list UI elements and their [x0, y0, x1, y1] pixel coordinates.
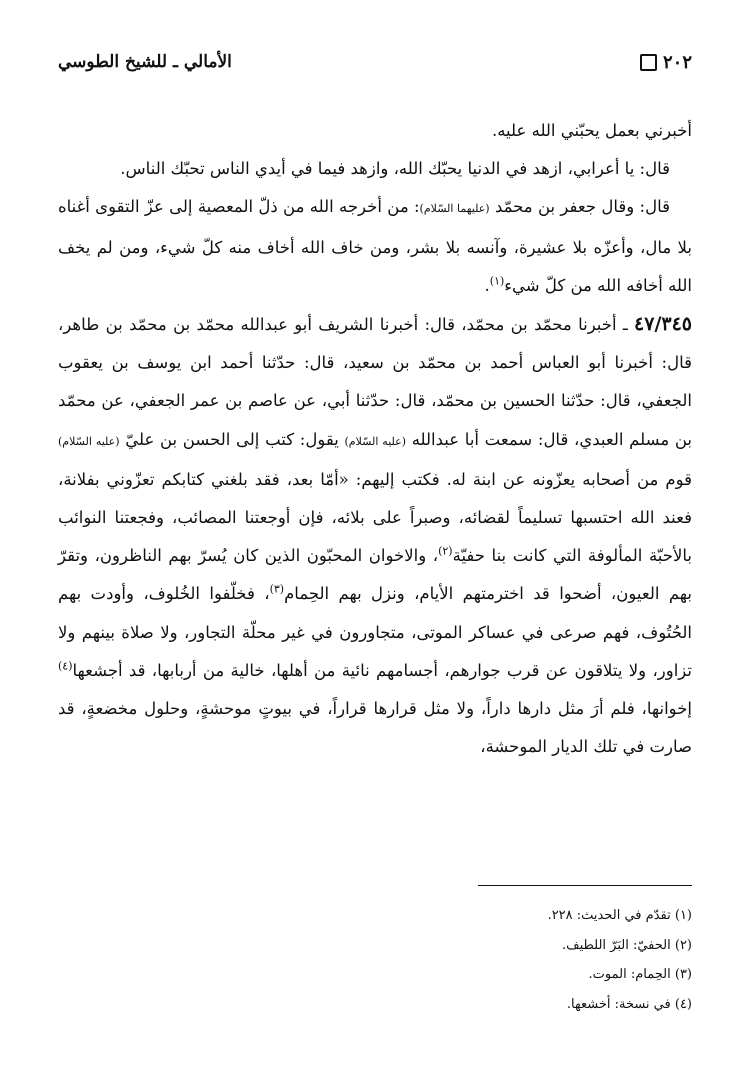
honorific: (عليهما السّلام) — [419, 202, 490, 216]
page-marker-box-icon — [640, 54, 657, 71]
paragraph-2: قال: يا أعرابي، ازهد في الدنيا يحبّك الله، وازهد فيما في أيدي الناس تحبّك الناس. — [120, 159, 670, 179]
footnote-item: (٢) الحفيّ: البَرّ اللطيف. — [561, 937, 692, 953]
page-header — [58, 48, 692, 82]
main-text — [58, 112, 692, 766]
honorific: (عليه السّلام) — [58, 434, 120, 448]
footnote-ref-2[interactable]: (٢) — [438, 544, 453, 558]
footnote-item: (١) تقدّم في الحديث: ٢٢٨. — [547, 908, 692, 923]
paragraph-hadith: ٤٧/٣٤٥ ـ أخبرنا محمّد بن محمّد، قال: أخبرنا الشريف أبو عبدالله محمّد بن محمّد بن طاهر، قال: أخبرنا أبو العباس أحمد بن محمّد بن سعيد، قال: حدّثنا أحمد ابن يوسف بن يعقوب الجعفي، قال: حدّثنا الحسين بن محمّد، قال: حدّثنا أبي، عن عاصم بن عمر الجعفي، عن محمّد بن مسلم العبدي، قال: سمعت أبا عبدالله (عليه السّلام) يقول: كتب إلى الحسن بن عليّ (عليه السّلام) قوم من أصحابه يعزّونه عن ابنة له. فكتب إليهم: «أمّا بعد، فقد بلغني كتابكم تعزّوني بفلانة، فعند الله احتسبها تسليماً لقضائه، وصبراً على بلائه، فإن أوجعتنا المصائب، وفجعتنا النوائب بالأحبّة المألوفة التي كانت بنا حفيّة$^{(٢)}$، والاخوان المحبّون الذين كان يُسرّ بهم الناظرون، وتقرّ بهم العيون، أضحوا قد اخترمتهم الأيام، ونزل بهم الحِمام$^{(٣)}$، فخلّفوا الخُلوف، وأودت بهم الحُتُوف، فهم صرعى في عساكر الموتى، متجاورون في غير محلّة التجاور، ولا صلاة بينهم ولا تزاور، ولا يتلاقون عن قرب جوارهم، أجسامهم نائية من أهلها، خالية من أربابها، قد أجشعها$^{(٤)}$ إخوانها، فلم أرَ مثل دارها داراً، ولا مثل قرارها قراراً، في بيوتٍ موحشةٍ، وحلول مخضعةٍ، قد صارت في تلك الديار الموحشة، — [58, 313, 693, 757]
footnotes — [58, 901, 692, 1019]
footnote-divider — [478, 885, 692, 886]
footnote-ref-4[interactable]: (٤) — [58, 659, 73, 673]
page-number: ٢٠٢ — [640, 52, 692, 73]
paragraph-1: أخبرني بعمل يحبّني الله عليه. — [491, 121, 692, 140]
book-title: الأمالي ـ للشيخ الطوسي — [58, 52, 232, 72]
hadith-number: ٤٧/٣٤٥ — [634, 313, 692, 336]
footnote-item: (٣) الحِمام: الموت. — [588, 967, 692, 982]
footnote-ref-1[interactable]: (١) — [489, 274, 505, 288]
footnote-item: (٤) في نسخة: أخشعها. — [566, 996, 692, 1012]
honorific: (عليه السّلام) — [344, 434, 407, 448]
footnote-ref-3[interactable]: (٣) — [269, 582, 285, 596]
paragraph-3: قال: وقال جعفر بن محمّد (عليهما السّلام): من أخرجه الله من ذلّ المعصية إلى عزّ التقوى أغناه بلا مال، وأعزّه بلا عشيرة، وآنسه بلا بشر، ومن خاف الله أخاف منه كلّ شيء، ومن لم يخف الله أخافه الله من كلّ شيء$^{(١)}$. — [58, 197, 692, 295]
